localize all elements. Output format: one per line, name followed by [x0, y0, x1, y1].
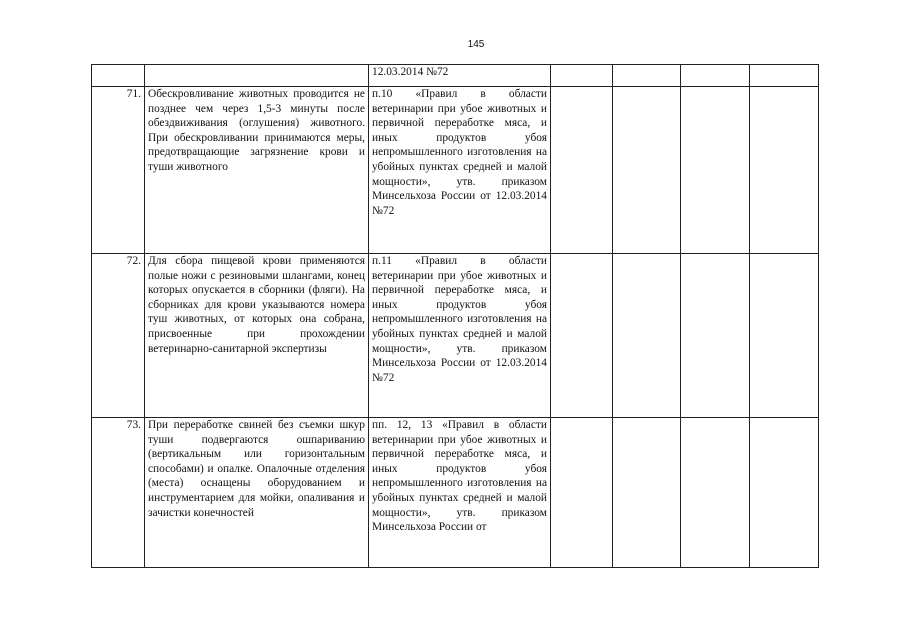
cell-empty [681, 87, 750, 254]
cell-empty [750, 87, 819, 254]
table-row [92, 254, 819, 418]
cell-empty [750, 65, 819, 87]
cell-empty [551, 254, 613, 418]
requirement-text: Для сбора пищевой крови применяются полые ножи с резиновыми шлангами, конец которых опускается в сборники (фляги). На сборниках для крови указываются номера туш животных, от которых она собрана, присвоенные при прохождении ветеринарно-санитарной экспертизы [145, 254, 369, 418]
row-number: 72. [92, 254, 145, 418]
cell-number [92, 65, 145, 87]
cell-empty [750, 254, 819, 418]
requirement-text: Обескровливание животных проводится не позднее чем через 1,5-3 минуты после обездвиживания (оглушения) животного. При обескровливании принимаются меры, предотвращающие загрязнение крови и туши животного [145, 87, 369, 254]
page-number: 145 [467, 39, 485, 50]
reference-text: п.10 «Правил в области ветеринарии при убое животных и первичной переработке мяса, и иных продуктов убоя непромышленного изготовления на убойных пунктах средней и малой мощности», утв. приказом Минсельхоза России от 12.03.2014 №72 [369, 87, 551, 254]
cell-requirement [145, 65, 369, 87]
cell-empty [681, 418, 750, 568]
requirement-text: При переработке свиней без съемки шкур туши подвергаются ошпариванию (вертикальным или горизонтальным способами) и опалке. Опалочные отделения (места) оснащены оборудованием и инструментарием для мойки, опаливания и зачистки конечностей [145, 418, 369, 568]
cell-empty [613, 65, 681, 87]
cell-empty [551, 418, 613, 568]
cell-empty [551, 87, 613, 254]
cell-reference: 12.03.2014 №72 [369, 65, 551, 87]
row-number: 71. [92, 87, 145, 254]
reference-text: пп. 12, 13 «Правил в области ветеринарии при убое животных и первичной переработке мяса, и иных продуктов убоя непромышленного изготовления на убойных пунктах средней и малой мощности», утв. приказом Минсельхоза России от [369, 418, 551, 568]
cell-empty [681, 65, 750, 87]
reference-text: п.11 «Правил в области ветеринарии при убое животных и первичной переработке мяса, и иных продуктов убоя непромышленного изготовления на убойных пунктах средней и малой мощности», утв. приказом Минсельхоза России от 12.03.2014 №72 [369, 254, 551, 418]
requirements-table [91, 64, 819, 568]
cell-empty [681, 254, 750, 418]
row-number: 73. [92, 418, 145, 568]
cell-empty [613, 87, 681, 254]
cell-empty [551, 65, 613, 87]
table-row-continuation [92, 65, 819, 87]
table-row [92, 87, 819, 254]
cell-empty [613, 418, 681, 568]
cell-empty [750, 418, 819, 568]
table-row [92, 418, 819, 568]
cell-empty [613, 254, 681, 418]
